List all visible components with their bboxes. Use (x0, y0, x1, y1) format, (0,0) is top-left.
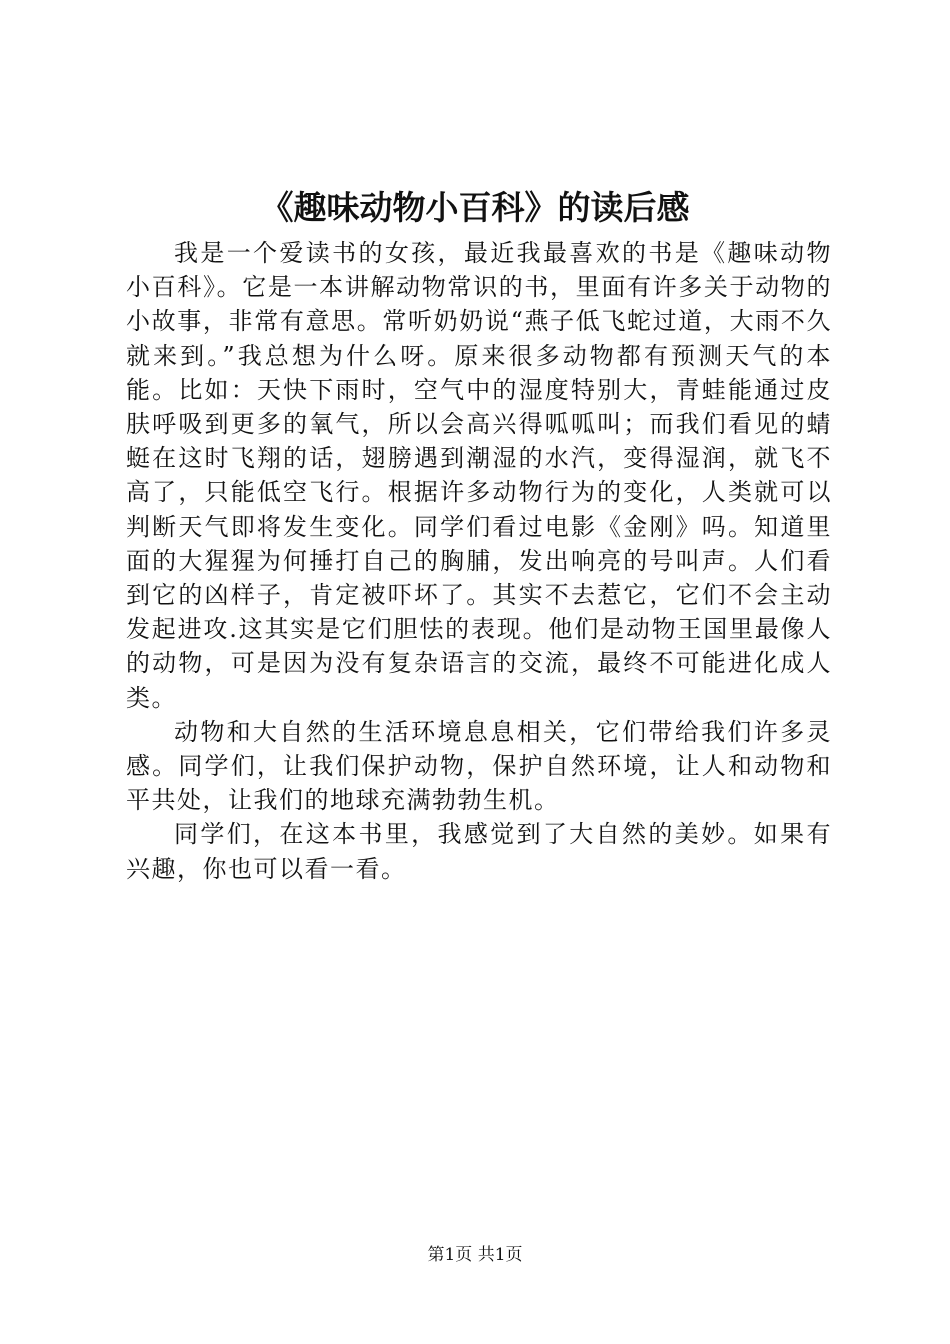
page-footer: 第1页 共1页 (427, 1245, 523, 1265)
paragraph-2: 动物和大自然的生活环境息息相关，它们带给我们许多灵感。同学们，让我们保护动物，保护自然环境，让人和动物和平共处，让我们的地球充满勃勃生机。 (126, 717, 832, 815)
paragraph-1: 我是一个爱读书的女孩，最近我最喜欢的书是《趣味动物小百科》。它是一本讲解动物常识的书，里面有许多关于动物的小故事，非常有意思。常听奶奶说“燕子低飞蛇过道，大雨不久就来到。”我总想为什么呀。原来很多动物都有预测天气的本能。比如：天快下雨时，空气中的湿度特别大，青蛙能通过皮肤呼吸到更多的氧气，所以会高兴得呱呱叫；而我们看见的蜻蜓在这时飞翔的话，翅膀遇到潮湿的水汽，变得湿润，就飞不高了，只能低空飞行。根据许多动物行为的变化，人类就可以判断天气即将发生变化。同学们看过电影《金刚》吗。知道里面的大猩猩为何捶打自己的胸脯，发出响亮的号叫声。人们看到它的凶样子，肯定被吓坏了。其实不去惹它，它们不会主动发起进攻.这其实是它们胆怯的表现。他们是动物王国里最像人的动物，可是因为没有复杂语言的交流，最终不可能进化成人类。 (126, 239, 832, 712)
document-body (126, 236, 832, 886)
document-title: 《趣味动物小百科》的读后感 (260, 188, 690, 227)
paragraph-3: 同学们，在这本书里，我感觉到了大自然的美妙。如果有兴趣，你也可以看一看。 (126, 820, 832, 883)
